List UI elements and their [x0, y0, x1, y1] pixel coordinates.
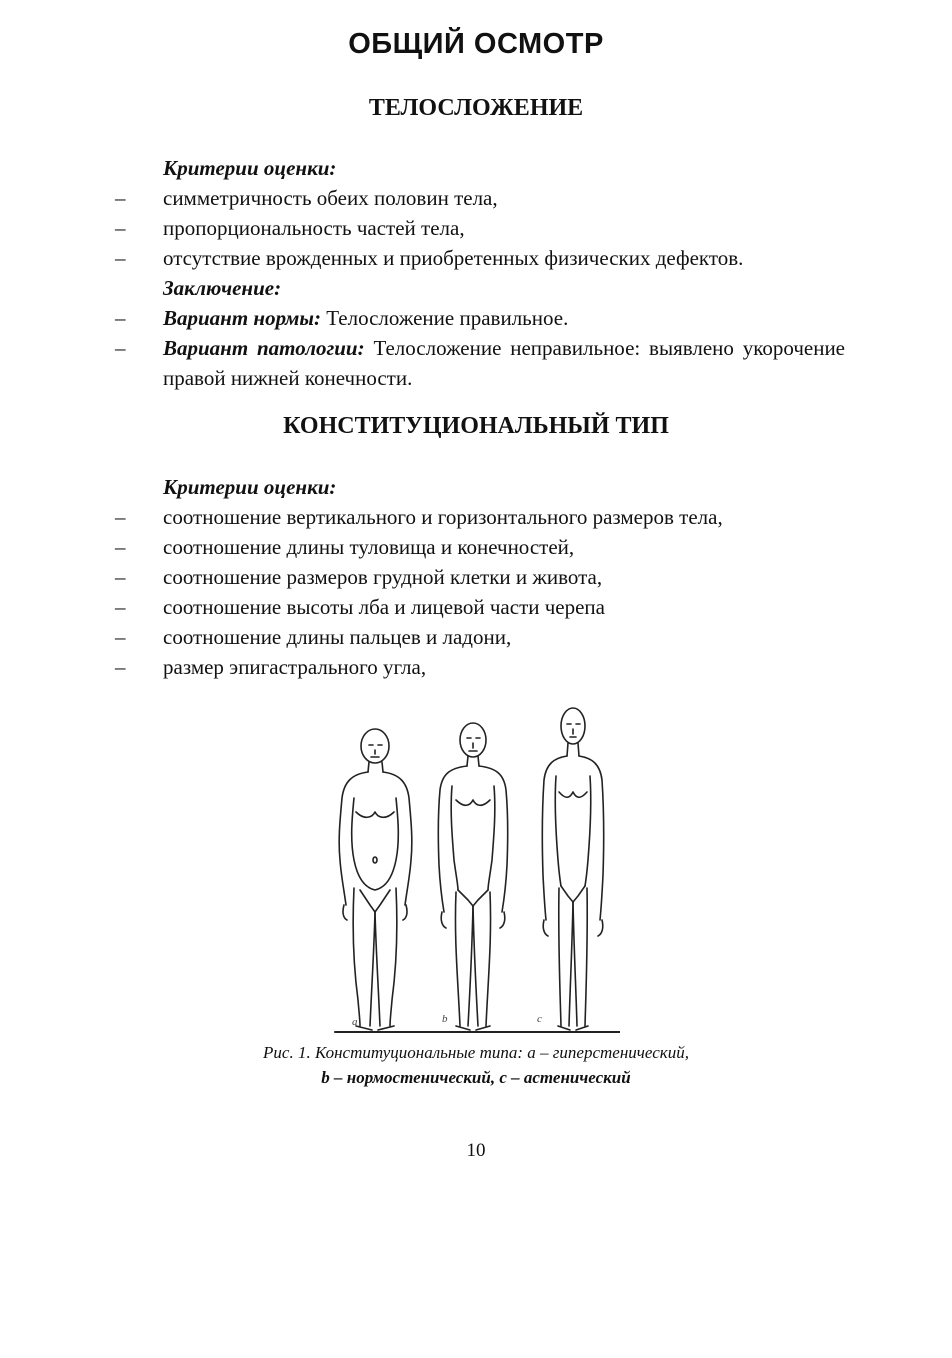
- caption-line-1: Рис. 1. Конституциональные типа: а – гиперстенический,: [263, 1043, 689, 1062]
- list-item: – соотношение длины пальцев и ладони,: [115, 622, 845, 652]
- section-heading-constitution: КОНСТИТУЦИОНАЛЬНЫЙ ТИП: [283, 413, 669, 439]
- body-types-figure: [330, 700, 620, 1035]
- dash-marker: –: [115, 535, 126, 559]
- page-title: ОБЩИЙ ОСМОТР: [348, 28, 604, 60]
- constitution-section: [115, 472, 845, 682]
- dash-marker: –: [115, 246, 126, 270]
- list-item: – отсутствие врожденных и приобретенных физических дефектов.: [115, 243, 845, 273]
- asthenic-figure: [542, 708, 603, 1030]
- list-item: – соотношение размеров грудной клетки и живота,: [115, 562, 845, 592]
- dash-marker: –: [115, 306, 126, 330]
- physique-section: [115, 153, 845, 393]
- hypersthenic-figure: [339, 729, 412, 1030]
- figure-label-b: b: [442, 1013, 448, 1025]
- list-item: – соотношение вертикального и горизонтального размеров тела,: [115, 502, 845, 532]
- figure-caption: [0, 1040, 952, 1090]
- pathology-label: Вариант патологии:: [163, 336, 365, 360]
- criteria-label: Критерии оценки:: [163, 156, 337, 180]
- caption-line-2: b – нормостенический, с – астенический: [321, 1068, 631, 1087]
- dash-marker: –: [115, 505, 126, 529]
- dash-marker: –: [115, 336, 126, 360]
- page-number: 10: [466, 1140, 486, 1161]
- figure-label-c: c: [537, 1013, 542, 1025]
- dash-marker: –: [115, 216, 126, 240]
- criteria-label: Критерии оценки:: [163, 475, 337, 499]
- dash-marker: –: [115, 655, 126, 679]
- list-item: – соотношение высоты лба и лицевой части черепа: [115, 592, 845, 622]
- normosthenic-figure: [438, 723, 507, 1030]
- pathology-text: Телосложение неправильное: выявлено укорочение правой нижней конечности.: [163, 336, 846, 390]
- norm-text: Телосложение правильное.: [326, 306, 569, 330]
- section-heading-physique: ТЕЛОСЛОЖЕНИЕ: [368, 95, 584, 121]
- dash-marker: –: [115, 595, 126, 619]
- list-item: – симметричность обеих половин тела,: [115, 183, 845, 213]
- dash-marker: –: [115, 565, 126, 589]
- list-item: – пропорциональность частей тела,: [115, 213, 845, 243]
- dash-marker: –: [115, 625, 126, 649]
- list-item: – соотношение длины туловища и конечностей,: [115, 532, 845, 562]
- list-item: – размер эпигастрального угла,: [115, 652, 845, 682]
- figure-label-a: a: [352, 1016, 358, 1028]
- dash-marker: –: [115, 186, 126, 210]
- norm-label: Вариант нормы:: [163, 306, 321, 330]
- norm-variant-item: [115, 303, 845, 333]
- pathology-variant-item: [115, 333, 845, 393]
- conclusion-label: Заключение:: [163, 276, 282, 300]
